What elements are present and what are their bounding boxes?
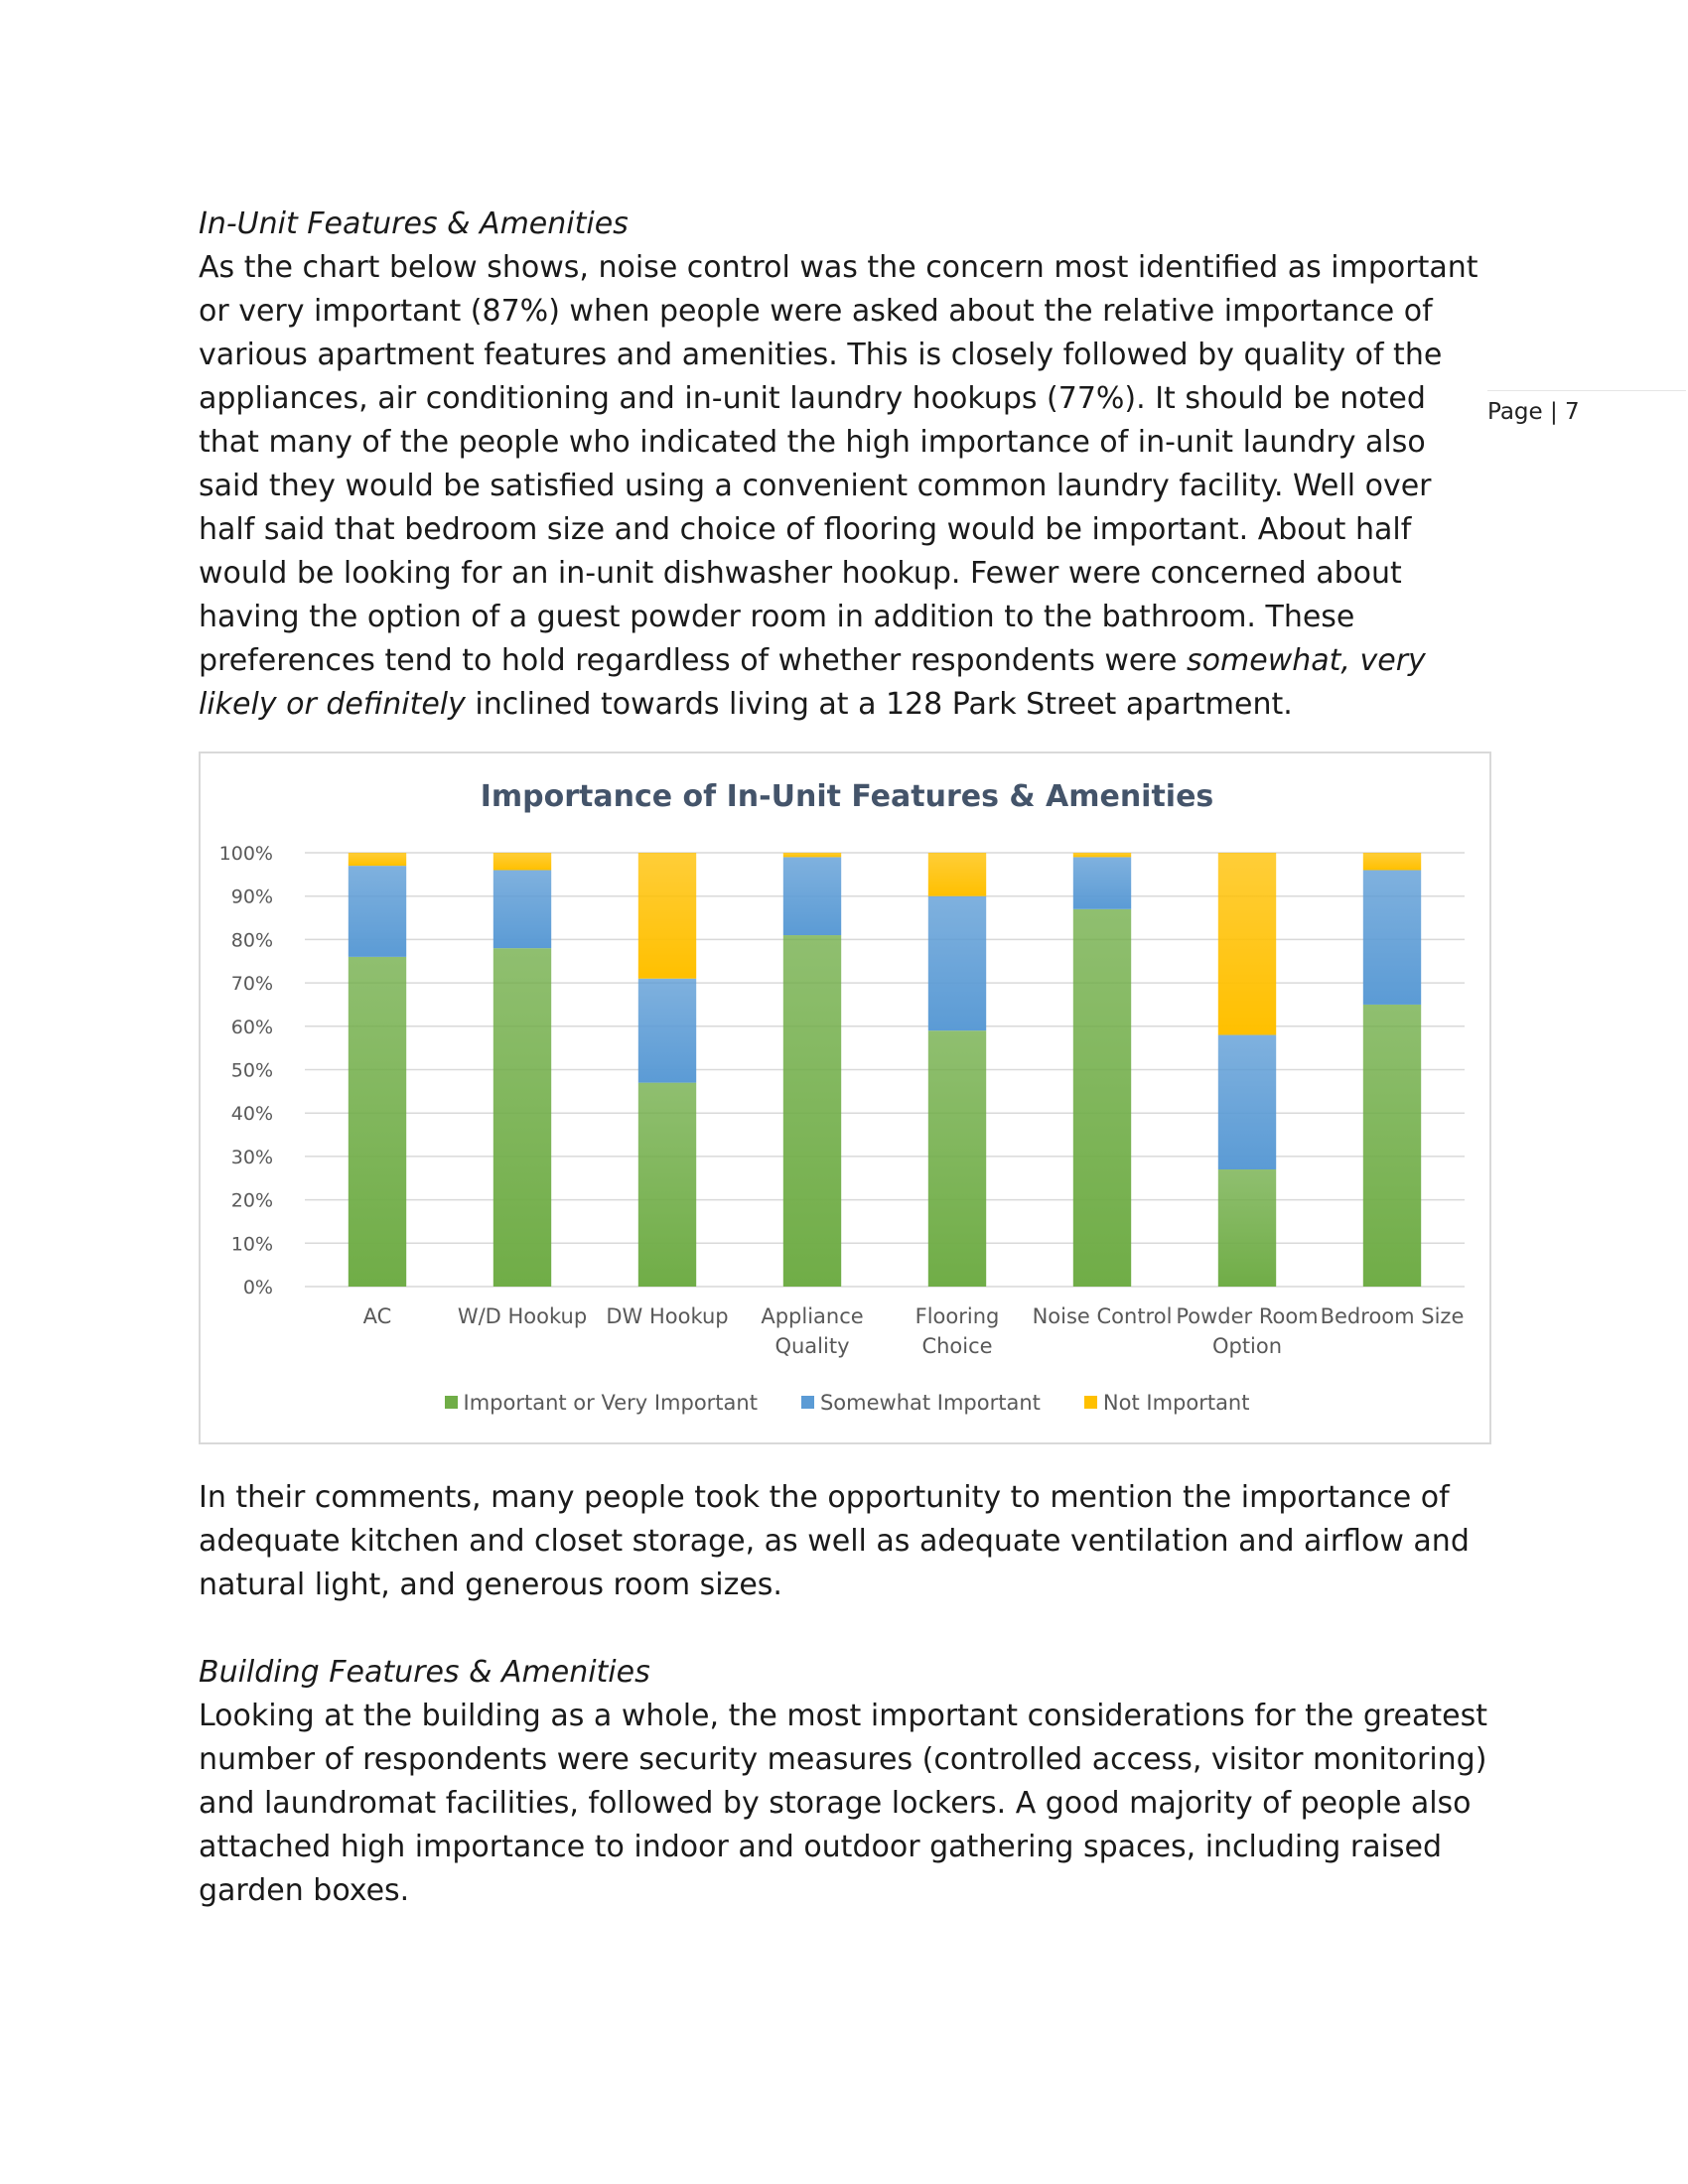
y-tick-label: 20% [230, 1189, 273, 1212]
comments-paragraph: In their comments, many people took the opportunity to mention the importance of adequate kitchen and closet storage, as well as adequate ventilation and airflow and natural light, and generous room sizes. [199, 1480, 1470, 1602]
legend-swatch [801, 1396, 814, 1409]
x-tick-label: DW Hookup [606, 1304, 729, 1328]
y-tick-label: 50% [230, 1059, 273, 1082]
y-tick-label: 60% [230, 1016, 273, 1038]
x-tick-label: Powder Room [1176, 1304, 1319, 1328]
x-tick-label: Flooring [914, 1304, 1000, 1328]
bar-segment-somewhat [1073, 857, 1131, 908]
bar-segment-somewhat [493, 870, 551, 948]
bar-segment-important [1073, 909, 1131, 1287]
legend-item-important [445, 1391, 758, 1415]
bar-segment-important [928, 1030, 986, 1287]
in-unit-paragraph [199, 246, 1489, 727]
y-tick-label: 70% [230, 973, 273, 996]
bar-segment-important [493, 948, 551, 1287]
x-tick-label: Quality [774, 1334, 850, 1358]
x-tick-label: Option [1211, 1334, 1283, 1358]
bar-segment-important [783, 935, 841, 1287]
stacked-bar-chart [201, 753, 1489, 1442]
bar-segment-not-important [1363, 853, 1421, 870]
bar-segment-important [638, 1083, 696, 1287]
x-tick-label: Noise Control [1032, 1304, 1173, 1328]
comments-section [199, 1476, 1489, 1607]
bar-segment-important [1363, 1005, 1421, 1287]
bar-segment-not-important [493, 853, 551, 870]
legend-swatch [445, 1396, 458, 1409]
paragraph-text-2: inclined towards living at a 128 Park Street apartment. [465, 687, 1293, 722]
bar-segment-somewhat [1363, 870, 1421, 1004]
legend-label: Important or Very Important [463, 1391, 758, 1415]
bar-segment-not-important [638, 853, 696, 979]
building-paragraph: Looking at the building as a whole, the most important considerations for the greatest number of respondents were security measures (controlled access, visitor monitoring) and laundromat facilities, followed by storage lockers. A good majority of people also attached high importance to indoor and outdoor gathering spaces, including raised garden boxes. [199, 1699, 1488, 1908]
bar-segment-not-important [349, 853, 406, 866]
legend-item-somewhat [801, 1391, 1041, 1415]
chart-container [199, 751, 1491, 1444]
chart-legend [201, 1391, 1493, 1415]
bar-segment-important [349, 957, 406, 1287]
legend-label: Not Important [1102, 1391, 1250, 1415]
y-tick-label: 30% [230, 1146, 273, 1168]
bar-segment-somewhat [638, 979, 696, 1083]
paragraph-emphasis: somewhat, very likely or definitely [199, 643, 1426, 722]
y-tick-label: 90% [230, 886, 273, 908]
x-tick-label: Appliance [761, 1304, 864, 1328]
y-tick-label: 0% [242, 1277, 273, 1298]
bar-segment-not-important [1073, 853, 1131, 857]
y-tick-label: 80% [230, 929, 273, 952]
bar-segment-not-important [1218, 853, 1276, 1035]
x-tick-label: Choice [921, 1334, 993, 1358]
x-tick-label: Bedroom Size [1320, 1304, 1465, 1328]
bar-segment-not-important [928, 853, 986, 896]
legend-swatch [1084, 1396, 1097, 1409]
chart-title: Importance of In-Unit Features & Amenities [480, 779, 1214, 814]
paragraph-text-1: As the chart below shows, noise control was the concern most identified as important or very important (87%) when people were asked about the relative importance of various apartment features and amenities. This is closely followed by quality of the appliances, air conditioning and in-unit laundry hookups (77%). It should be noted that many of the people who indicated the high importance of in-unit laundry also said they would be satisfied using a convenient common laundry facility. Well over half said that bedroom size and choice of flooring would be important. About half would be looking for an in-unit dishwasher hookup. Fewer were concerned about having the option of a guest powder room in addition to the bathroom. These preferences tend to hold regardless of whether respondents were [199, 250, 1478, 678]
y-tick-label: 10% [230, 1233, 273, 1256]
bar-segment-somewhat [1218, 1035, 1276, 1169]
legend-label: Somewhat Important [819, 1391, 1041, 1415]
bar-segment-somewhat [783, 857, 841, 935]
bar-segment-important [1218, 1169, 1276, 1287]
x-tick-label: W/D Hookup [457, 1304, 588, 1328]
x-tick-label: AC [362, 1304, 392, 1328]
page-number: Page | 7 [1487, 390, 1686, 425]
bar-segment-somewhat [928, 896, 986, 1030]
bar-segment-somewhat [349, 866, 406, 957]
section-building [199, 1651, 1489, 1913]
section-in-unit [199, 203, 1489, 727]
bar-segment-not-important [783, 853, 841, 857]
section-heading-building: Building Features & Amenities [199, 1655, 650, 1690]
legend-item-not-important [1084, 1391, 1250, 1415]
y-tick-label: 100% [218, 843, 273, 865]
section-heading-in-unit: In-Unit Features & Amenities [199, 206, 629, 241]
y-tick-label: 40% [230, 1103, 273, 1126]
